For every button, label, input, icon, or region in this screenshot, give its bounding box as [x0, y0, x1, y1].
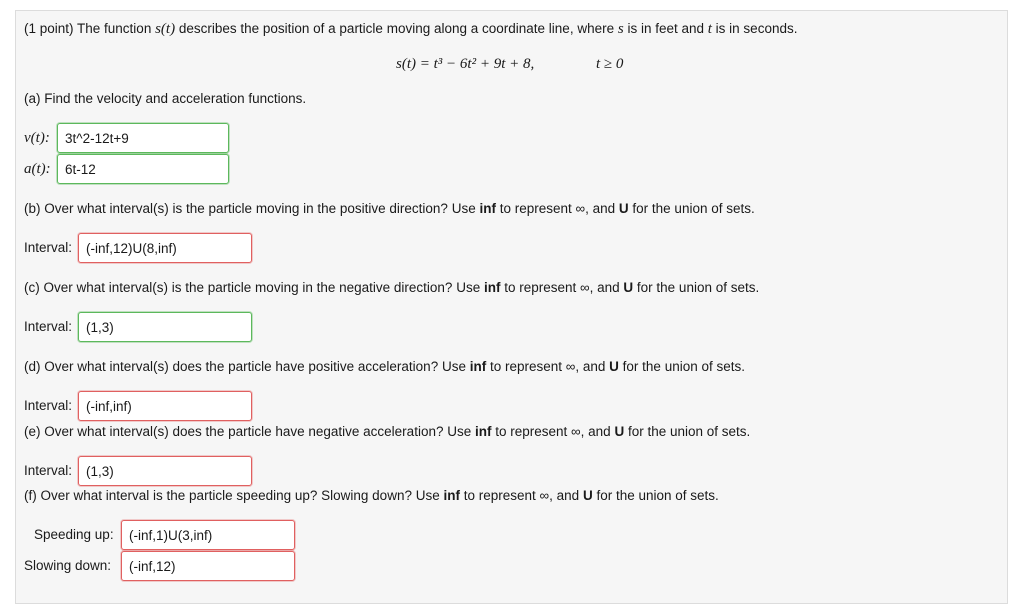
slowing-down-input[interactable]	[121, 551, 295, 581]
velocity-input[interactable]	[57, 123, 229, 153]
interval-input-e[interactable]	[78, 456, 252, 486]
interval-label-c: Interval:	[24, 319, 73, 334]
acceleration-input[interactable]	[57, 154, 229, 184]
question-d: (d) Over what interval(s) does the particle have positive acceleration? Use inf to represent ∞, and U for the union of sets.	[24, 359, 745, 374]
interval-input-d[interactable]	[78, 391, 252, 421]
slowing-down-label: Slowing down:	[24, 558, 112, 573]
speeding-up-input[interactable]	[121, 520, 295, 550]
question-a: (a) Find the velocity and acceleration functions.	[24, 91, 307, 106]
position-equation: s(t) = t³ − 6t² + 9t + 8,	[396, 56, 535, 72]
question-b: (b) Over what interval(s) is the particle moving in the positive direction? Use inf to represent ∞, and U for the union of sets.	[24, 201, 755, 216]
problem-intro: (1 point) The function s(t) describes the position of a particle moving along a coordinate line, where s is in feet and t is in seconds.	[24, 21, 798, 37]
domain-condition: t ≥ 0	[596, 56, 624, 72]
interval-label-b: Interval:	[24, 240, 73, 255]
question-e: (e) Over what interval(s) does the particle have negative acceleration? Use inf to represent ∞, and U for the union of sets.	[24, 424, 751, 439]
interval-input-b[interactable]	[78, 233, 252, 263]
interval-label-e: Interval:	[24, 463, 73, 478]
acceleration-label: a(t):	[24, 161, 51, 177]
question-f: (f) Over what interval is the particle speeding up? Slowing down? Use inf to represent ∞, and U for the union of sets.	[24, 488, 719, 503]
interval-input-c[interactable]	[78, 312, 252, 342]
question-c: (c) Over what interval(s) is the particle moving in the negative direction? Use inf to represent ∞, and U for the union of sets.	[24, 280, 760, 295]
interval-label-d: Interval:	[24, 398, 73, 413]
velocity-label: v(t):	[24, 130, 50, 146]
function-name: s(t)	[155, 21, 176, 37]
speeding-up-label: Speeding up:	[34, 527, 114, 542]
